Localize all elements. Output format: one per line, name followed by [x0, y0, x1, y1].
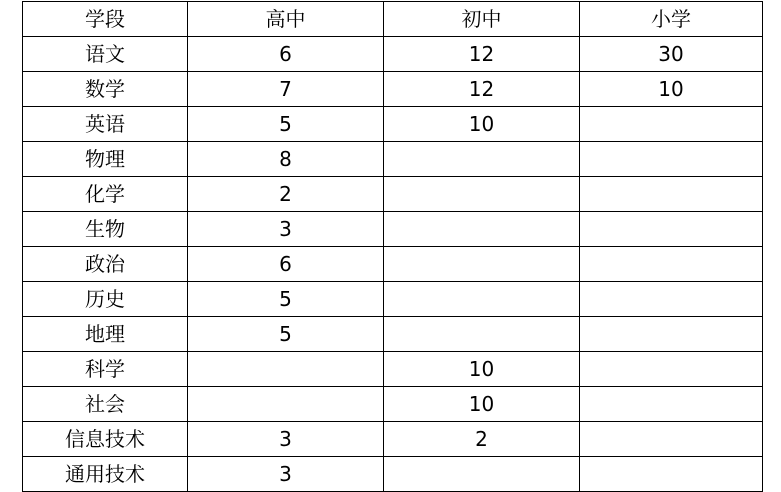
row-subject: 信息技术 [23, 422, 188, 457]
cell-senior: 3 [188, 422, 384, 457]
cell-junior [384, 317, 580, 352]
row-subject: 化学 [23, 177, 188, 212]
row-subject: 历史 [23, 282, 188, 317]
cell-junior [384, 142, 580, 177]
table-row [23, 107, 763, 142]
cell-primary [580, 142, 763, 177]
table-row [23, 352, 763, 387]
table-row [23, 317, 763, 352]
row-subject: 数学 [23, 72, 188, 107]
cell-senior: 5 [188, 282, 384, 317]
cell-senior: 7 [188, 72, 384, 107]
cell-primary [580, 457, 763, 492]
cell-senior: 5 [188, 317, 384, 352]
row-subject: 物理 [23, 142, 188, 177]
cell-primary [580, 317, 763, 352]
table-row [23, 422, 763, 457]
row-subject: 科学 [23, 352, 188, 387]
row-subject: 地理 [23, 317, 188, 352]
cell-junior: 10 [384, 387, 580, 422]
column-header-junior: 初中 [384, 2, 580, 37]
cell-senior: 8 [188, 142, 384, 177]
cell-junior [384, 247, 580, 282]
row-subject: 通用技术 [23, 457, 188, 492]
table-row [23, 282, 763, 317]
table-row [23, 212, 763, 247]
cell-junior: 10 [384, 107, 580, 142]
table-row [23, 177, 763, 212]
subject-allocation-table [22, 1, 763, 492]
cell-junior: 2 [384, 422, 580, 457]
cell-junior: 12 [384, 37, 580, 72]
table-row [23, 247, 763, 282]
cell-junior [384, 282, 580, 317]
cell-junior [384, 177, 580, 212]
column-header-primary: 小学 [580, 2, 763, 37]
cell-senior: 5 [188, 107, 384, 142]
cell-primary [580, 107, 763, 142]
cell-junior [384, 212, 580, 247]
column-header-stage: 学段 [23, 2, 188, 37]
cell-junior: 10 [384, 352, 580, 387]
row-subject: 英语 [23, 107, 188, 142]
row-subject: 政治 [23, 247, 188, 282]
cell-primary [580, 422, 763, 457]
cell-senior: 6 [188, 247, 384, 282]
cell-primary [580, 212, 763, 247]
cell-primary [580, 352, 763, 387]
column-header-senior: 高中 [188, 2, 384, 37]
cell-primary: 30 [580, 37, 763, 72]
cell-primary [580, 247, 763, 282]
table-row [23, 142, 763, 177]
row-subject: 生物 [23, 212, 188, 247]
row-subject: 语文 [23, 37, 188, 72]
document-page [0, 1, 781, 489]
table-row [23, 387, 763, 422]
table-row [23, 457, 763, 492]
cell-primary: 10 [580, 72, 763, 107]
cell-senior [188, 352, 384, 387]
table-row [23, 37, 763, 72]
cell-junior [384, 457, 580, 492]
cell-senior [188, 387, 384, 422]
cell-senior: 3 [188, 457, 384, 492]
cell-senior: 6 [188, 37, 384, 72]
cell-primary [580, 177, 763, 212]
cell-primary [580, 387, 763, 422]
row-subject: 社会 [23, 387, 188, 422]
table-row [23, 72, 763, 107]
cell-senior: 3 [188, 212, 384, 247]
cell-junior: 12 [384, 72, 580, 107]
cell-primary [580, 282, 763, 317]
table-header-row [23, 2, 763, 37]
cell-senior: 2 [188, 177, 384, 212]
